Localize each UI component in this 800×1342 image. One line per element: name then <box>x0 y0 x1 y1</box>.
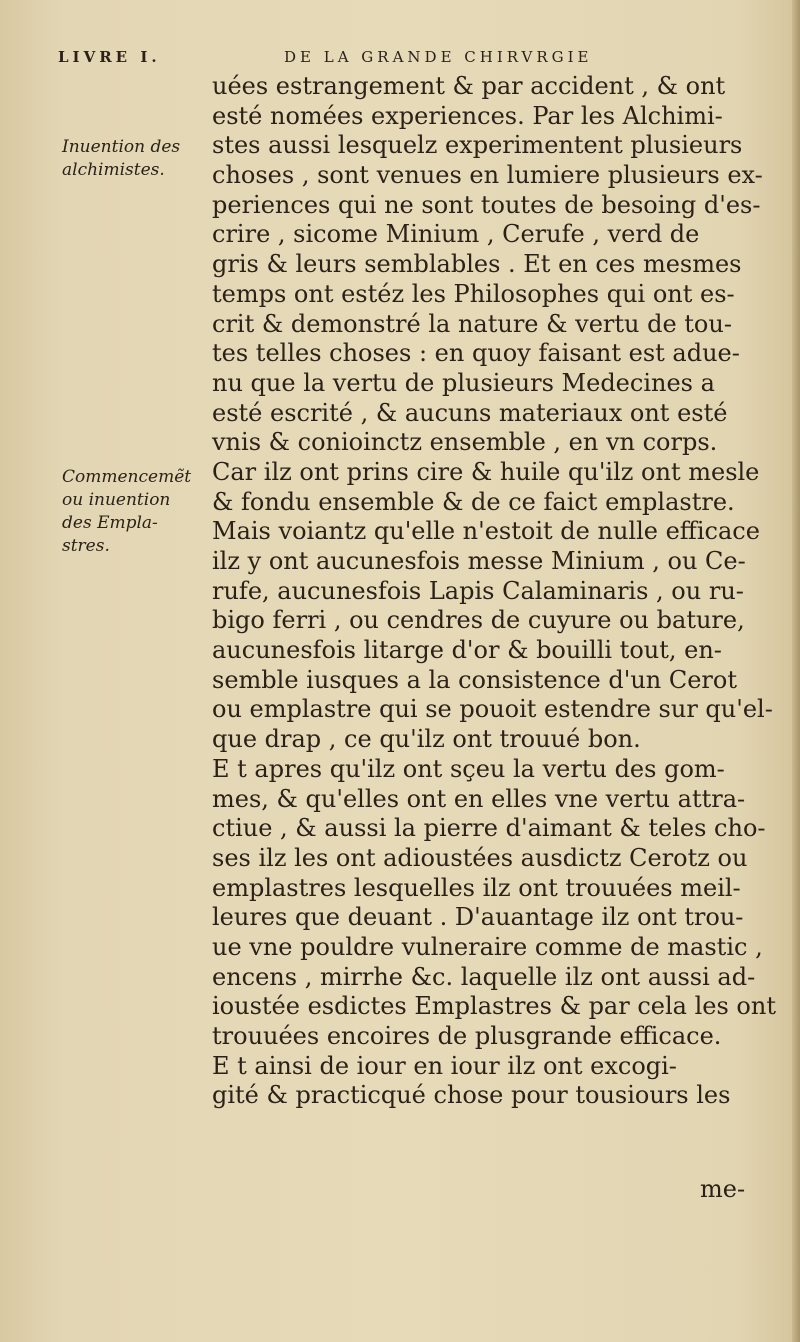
body-line: trouuées encoires de plusgrande efficace. <box>212 1022 722 1050</box>
body-line: vnis & conioinctz ensemble , en vn corps. <box>212 428 718 457</box>
margin-note-line: des Empla- <box>62 513 158 533</box>
page-edge <box>792 0 800 1342</box>
margin-note-line: stres. <box>62 536 110 556</box>
body-line: ctiue , & aussi la pierre d'aimant & teles cho- <box>212 814 766 843</box>
body-line: Car ilz ont prins cire & huile qu'ilz ont mesle <box>212 457 760 486</box>
body-line: ses ilz les ont adioustées ausdictz Cerotz ou <box>212 843 748 872</box>
body-line: bigo ferri , ou cendres de cuyure ou bature, <box>212 606 745 635</box>
body-line: & fondu ensemble & de ce faict emplastre. <box>212 487 735 516</box>
header-book-number: LIVRE I. <box>58 48 161 66</box>
body-line: Mais voiantz qu'elle n'estoit de nulle efficace <box>212 517 760 546</box>
body-line: crire , sicome Minium , Cerufe , verd de <box>212 220 700 249</box>
body-line: ilz y ont aucunesfois messe Minium , ou Ce- <box>212 547 746 575</box>
body-line: periences qui ne sont toutes de besoing d'es- <box>212 190 761 219</box>
body-line: leures que deuant . D'auantage ilz ont trou- <box>212 903 744 932</box>
body-line: mes, & qu'elles ont en elles vne vertu attra- <box>212 784 746 813</box>
body-line: encens , mirrhe &c. laquelle ilz ont aussi ad- <box>212 962 756 991</box>
margin-note-line: Inuention des <box>62 137 181 157</box>
body-line: tes telles choses : en quoy faisant est adue- <box>212 339 740 368</box>
running-header <box>58 44 698 70</box>
body-line: semble iusques a la consistence d'un Cerot <box>212 665 737 694</box>
body-line: temps ont estéz les Philosophes qui ont es- <box>212 279 735 308</box>
body-line: esté escrité , & aucuns materiaux ont esté <box>212 398 728 427</box>
body-line: aucunesfois litarge d'or & bouilli tout, en- <box>212 636 722 665</box>
body-line: rufe, aucunesfois Lapis Calaminaris , ou ru- <box>212 576 744 605</box>
header-title: DE LA GRANDE CHIRVRGIE <box>284 48 593 66</box>
body-line: emplastres lesquelles ilz ont trouuées meil- <box>212 873 741 902</box>
body-line: ue vne pouldre vulneraire comme de mastic , <box>212 932 763 961</box>
margin-note-line: Commencemẽt <box>62 467 192 487</box>
margin-note-alchimistes <box>62 136 208 182</box>
margin-note-emplastres <box>62 466 208 558</box>
body-line: E t ainsi de iour en iour ilz ont excogi- <box>212 1051 677 1080</box>
body-line: gité & practicqué chose pour tousiours les <box>212 1081 731 1110</box>
margin-note-line: ou inuention <box>62 490 171 510</box>
body-line: ou emplastre qui se pouoit estendre sur qu'el- <box>212 695 773 724</box>
body-line: uées estrangement & par accident , & ont <box>212 72 726 100</box>
body-line: choses , sont venues en lumiere plusieurs ex- <box>212 161 763 190</box>
body-line: stes aussi lesquelz experimentent plusieurs <box>212 131 743 160</box>
body-line: ioustée esdictes Emplastres & par cela les ont <box>212 992 776 1021</box>
body-line: E t apres qu'ilz ont sçeu la vertu des gom- <box>212 754 725 783</box>
body-line: que drap , ce qu'ilz ont trouué bon. <box>212 725 641 754</box>
body-line: gris & leurs semblables . Et en ces mesmes <box>212 250 742 279</box>
body-text <box>212 72 776 1111</box>
body-line: nu que la vertu de plusieurs Medecines a <box>212 368 715 397</box>
catchword: me- <box>700 1175 746 1203</box>
margin-note-line: alchimistes. <box>62 160 165 180</box>
body-line: crit & demonstré la nature & vertu de tou- <box>212 309 732 338</box>
body-line: esté nomées experiences. Par les Alchimi- <box>212 101 723 130</box>
